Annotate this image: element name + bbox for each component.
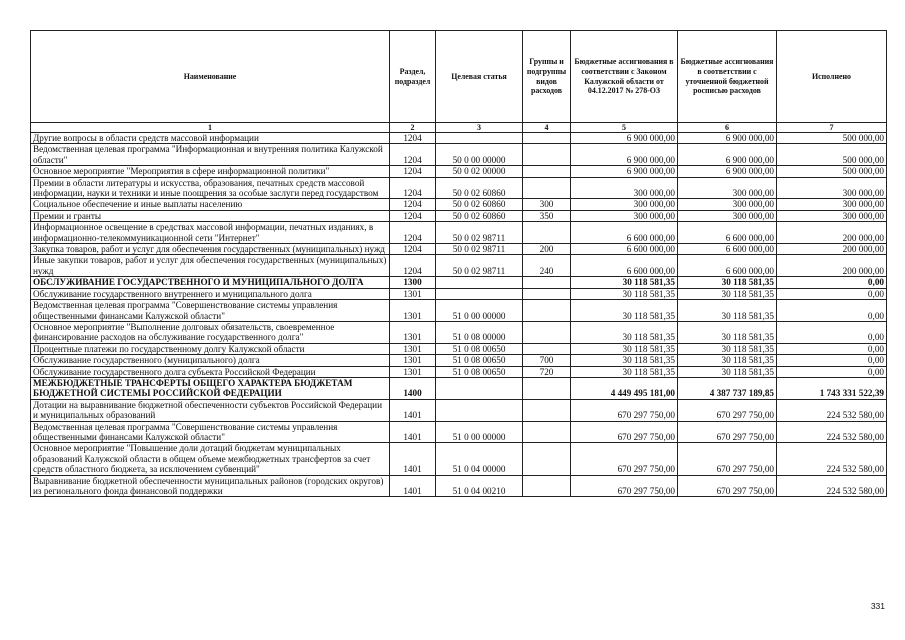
row-refined-amount: 300 000,00 [678, 210, 777, 221]
row-expense-kind: 350 [523, 210, 571, 221]
row-refined-amount: 30 118 581,35 [678, 300, 777, 322]
row-name: Социальное обеспечение и иные выплаты населению [31, 199, 390, 210]
row-name: Основное мероприятие "Повышение доли дотаций бюджетам муниципальных образований Калужской области в общем объеме межбюджетных трансфертов за счет средств областного бюджета, за исключением субвенций" [31, 443, 390, 475]
row-section: 1204 [390, 199, 436, 210]
row-section: 1401 [390, 399, 436, 421]
row-law-amount: 30 118 581,35 [571, 277, 678, 288]
row-name: Другие вопросы в области средств массовой информации [31, 133, 390, 144]
row-name: Премии и гранты [31, 210, 390, 221]
row-target-article: 51 0 04 00210 [436, 475, 523, 497]
row-target-article: 51 0 00 00000 [436, 300, 523, 322]
header-section: Раздел, подраздел [390, 31, 436, 123]
row-section: 1204 [390, 166, 436, 177]
row-executed-amount: 200 000,00 [777, 244, 887, 255]
row-executed-amount: 224 532 580,00 [777, 443, 887, 475]
column-number-row [31, 123, 887, 133]
header-row [31, 31, 887, 123]
table-row [31, 288, 887, 299]
row-expense-kind [523, 300, 571, 322]
row-law-amount: 6 600 000,00 [571, 255, 678, 277]
row-expense-kind [523, 133, 571, 144]
column-number: 2 [390, 123, 436, 133]
row-executed-amount: 0,00 [777, 288, 887, 299]
table-row [31, 366, 887, 377]
row-executed-amount: 0,00 [777, 366, 887, 377]
row-section: 1401 [390, 475, 436, 497]
row-executed-amount: 1 743 331 522,39 [777, 377, 887, 399]
row-law-amount: 6 900 000,00 [571, 133, 678, 144]
row-expense-kind [523, 166, 571, 177]
table-row [31, 475, 887, 497]
row-law-amount: 670 297 750,00 [571, 475, 678, 497]
column-number: 4 [523, 123, 571, 133]
row-executed-amount: 0,00 [777, 277, 887, 288]
row-expense-kind [523, 343, 571, 354]
row-refined-amount: 30 118 581,35 [678, 366, 777, 377]
row-target-article: 50 0 02 60860 [436, 210, 523, 221]
table-row [31, 166, 887, 177]
row-law-amount: 670 297 750,00 [571, 443, 678, 475]
row-expense-kind [523, 377, 571, 399]
row-refined-amount: 670 297 750,00 [678, 443, 777, 475]
row-target-article: 50 0 02 00000 [436, 166, 523, 177]
row-executed-amount: 0,00 [777, 300, 887, 322]
row-law-amount: 30 118 581,35 [571, 355, 678, 366]
row-section: 1301 [390, 288, 436, 299]
row-section: 1204 [390, 177, 436, 199]
row-law-amount: 300 000,00 [571, 177, 678, 199]
table-row [31, 244, 887, 255]
header-expense-groups: Группы и подгруппы видов расходов [523, 31, 571, 123]
row-section: 1204 [390, 222, 436, 244]
row-refined-amount: 30 118 581,35 [678, 288, 777, 299]
table-row [31, 343, 887, 354]
header-law-allocations: Бюджетные ассигнования в соответствии с Законом Калужской области от 04.12.2017 № 278-ОЗ [571, 31, 678, 123]
row-executed-amount: 300 000,00 [777, 177, 887, 199]
row-law-amount: 300 000,00 [571, 210, 678, 221]
row-expense-kind [523, 443, 571, 475]
row-law-amount: 30 118 581,35 [571, 321, 678, 343]
row-law-amount: 6 600 000,00 [571, 244, 678, 255]
row-name: Основное мероприятие "Мероприятия в сфере информационной политики" [31, 166, 390, 177]
row-name: Закупка товаров, работ и услуг для обеспечения государственных (муниципальных) нужд [31, 244, 390, 255]
row-refined-amount: 300 000,00 [678, 199, 777, 210]
row-law-amount: 300 000,00 [571, 199, 678, 210]
row-refined-amount: 6 600 000,00 [678, 222, 777, 244]
row-name: МЕЖБЮДЖЕТНЫЕ ТРАНСФЕРТЫ ОБЩЕГО ХАРАКТЕРА БЮДЖЕТАМ БЮДЖЕТНОЙ СИСТЕМЫ РОССИЙСКОЙ ФЕДЕРАЦИИ [31, 377, 390, 399]
row-expense-kind: 700 [523, 355, 571, 366]
row-law-amount: 670 297 750,00 [571, 399, 678, 421]
row-section: 1204 [390, 255, 436, 277]
row-refined-amount: 300 000,00 [678, 177, 777, 199]
row-executed-amount: 224 532 580,00 [777, 399, 887, 421]
row-name: Обслуживание государственного (муниципального) долга [31, 355, 390, 366]
row-target-article: 51 0 08 00000 [436, 321, 523, 343]
row-executed-amount: 224 532 580,00 [777, 421, 887, 443]
row-name: Ведомственная целевая программа "Совершенствование системы управления общественными финансами Калужской области" [31, 421, 390, 443]
row-target-article: 51 0 08 00650 [436, 355, 523, 366]
row-section: 1301 [390, 343, 436, 354]
page-number: 331 [870, 601, 885, 611]
table-row [31, 321, 887, 343]
row-executed-amount: 200 000,00 [777, 222, 887, 244]
row-section: 1301 [390, 321, 436, 343]
table-body [31, 133, 887, 497]
row-expense-kind: 200 [523, 244, 571, 255]
row-law-amount: 4 449 495 181,00 [571, 377, 678, 399]
row-expense-kind [523, 421, 571, 443]
row-law-amount: 6 900 000,00 [571, 166, 678, 177]
row-expense-kind: 720 [523, 366, 571, 377]
row-refined-amount: 6 900 000,00 [678, 144, 777, 166]
row-name: Информационное освещение в средствах массовой информации, печатных изданиях, в информационно-телекоммуникационной сети "Интернет" [31, 222, 390, 244]
table-row [31, 133, 887, 144]
row-target-article: 51 0 08 00650 [436, 343, 523, 354]
row-executed-amount: 200 000,00 [777, 255, 887, 277]
row-law-amount: 670 297 750,00 [571, 421, 678, 443]
row-target-article [436, 288, 523, 299]
row-target-article: 51 0 00 00000 [436, 421, 523, 443]
row-target-article: 50 0 02 98711 [436, 222, 523, 244]
row-target-article [436, 277, 523, 288]
row-law-amount: 6 900 000,00 [571, 144, 678, 166]
table-row [31, 277, 887, 288]
table-row [31, 177, 887, 199]
row-executed-amount: 500 000,00 [777, 166, 887, 177]
row-expense-kind [523, 222, 571, 244]
row-name: Обслуживание государственного долга субъекта Российской Федерации [31, 366, 390, 377]
row-law-amount: 30 118 581,35 [571, 343, 678, 354]
column-number: 6 [678, 123, 777, 133]
header-executed: Исполнено [777, 31, 887, 123]
row-law-amount: 6 600 000,00 [571, 222, 678, 244]
table-row [31, 255, 887, 277]
row-target-article: 50 0 00 00000 [436, 144, 523, 166]
row-target-article: 51 0 04 00000 [436, 443, 523, 475]
row-refined-amount: 6 600 000,00 [678, 255, 777, 277]
table-row [31, 210, 887, 221]
row-name: Иные закупки товаров, работ и услуг для обеспечения государственных (муниципальных) нужд [31, 255, 390, 277]
row-section: 1204 [390, 133, 436, 144]
row-refined-amount: 4 387 737 189,85 [678, 377, 777, 399]
column-number: 3 [436, 123, 523, 133]
row-name: Дотации на выравнивание бюджетной обеспеченности субъектов Российской Федерации и муниципальных образований [31, 399, 390, 421]
row-refined-amount: 670 297 750,00 [678, 421, 777, 443]
row-name: Основное мероприятие "Выполнение долговых обязательств, своевременное финансирование расходов на обслуживание государственного долга" [31, 321, 390, 343]
row-target-article: 51 0 08 00650 [436, 366, 523, 377]
row-executed-amount: 0,00 [777, 321, 887, 343]
column-number: 7 [777, 123, 887, 133]
row-name: Выравнивание бюджетной обеспеченности муниципальных районов (городских округов) из регионального фонда финансовой поддержки [31, 475, 390, 497]
column-number: 1 [31, 123, 390, 133]
row-name: Ведомственная целевая программа "Совершенствование системы управления общественными финансами Калужской области" [31, 300, 390, 322]
row-section: 1300 [390, 277, 436, 288]
row-expense-kind [523, 399, 571, 421]
row-executed-amount: 500 000,00 [777, 133, 887, 144]
row-refined-amount: 6 900 000,00 [678, 166, 777, 177]
row-executed-amount: 0,00 [777, 343, 887, 354]
row-target-article: 50 0 02 98711 [436, 255, 523, 277]
row-target-article [436, 399, 523, 421]
budget-table [30, 30, 887, 497]
row-name: Процентные платежи по государственному долгу Калужской области [31, 343, 390, 354]
row-section: 1204 [390, 210, 436, 221]
row-expense-kind [523, 475, 571, 497]
row-executed-amount: 0,00 [777, 355, 887, 366]
row-refined-amount: 30 118 581,35 [678, 321, 777, 343]
table-row [31, 355, 887, 366]
row-name: ОБСЛУЖИВАНИЕ ГОСУДАРСТВЕННОГО И МУНИЦИПАЛЬНОГО ДОЛГА [31, 277, 390, 288]
table-row [31, 300, 887, 322]
row-law-amount: 30 118 581,35 [571, 366, 678, 377]
row-target-article: 50 0 02 98711 [436, 244, 523, 255]
row-refined-amount: 6 900 000,00 [678, 133, 777, 144]
header-refined-allocations: Бюджетные ассигнования в соответствии с уточненной бюджетной росписью расходов [678, 31, 777, 123]
row-refined-amount: 30 118 581,35 [678, 343, 777, 354]
row-executed-amount: 300 000,00 [777, 210, 887, 221]
row-target-article: 50 0 02 60860 [436, 177, 523, 199]
table-row [31, 222, 887, 244]
row-expense-kind [523, 177, 571, 199]
table-row [31, 421, 887, 443]
row-expense-kind: 300 [523, 199, 571, 210]
table-row [31, 199, 887, 210]
row-section: 1301 [390, 300, 436, 322]
row-refined-amount: 6 600 000,00 [678, 244, 777, 255]
row-section: 1401 [390, 443, 436, 475]
row-target-article [436, 377, 523, 399]
header-target-article: Целевая статья [436, 31, 523, 123]
row-executed-amount: 500 000,00 [777, 144, 887, 166]
row-refined-amount: 30 118 581,35 [678, 277, 777, 288]
row-section: 1204 [390, 244, 436, 255]
row-name: Обслуживание государственного внутреннего и муниципального долга [31, 288, 390, 299]
row-name: Премии в области литературы и искусства, образования, печатных средств массовой информации, науки и техники и иные поощрения за особые заслуги перед государством [31, 177, 390, 199]
row-section: 1401 [390, 421, 436, 443]
row-executed-amount: 300 000,00 [777, 199, 887, 210]
table-row [31, 443, 887, 475]
row-section: 1400 [390, 377, 436, 399]
row-refined-amount: 670 297 750,00 [678, 399, 777, 421]
row-section: 1204 [390, 144, 436, 166]
row-law-amount: 30 118 581,35 [571, 288, 678, 299]
row-refined-amount: 30 118 581,35 [678, 355, 777, 366]
header-name: Наименование [31, 31, 390, 123]
row-target-article: 50 0 02 60860 [436, 199, 523, 210]
row-expense-kind [523, 321, 571, 343]
row-expense-kind [523, 144, 571, 166]
row-section: 1301 [390, 355, 436, 366]
row-target-article [436, 133, 523, 144]
table-row [31, 377, 887, 399]
row-executed-amount: 224 532 580,00 [777, 475, 887, 497]
row-expense-kind [523, 277, 571, 288]
row-refined-amount: 670 297 750,00 [678, 475, 777, 497]
row-name: Ведомственная целевая программа "Информационная и внутренняя политика Калужской области" [31, 144, 390, 166]
row-expense-kind [523, 288, 571, 299]
row-section: 1301 [390, 366, 436, 377]
row-expense-kind: 240 [523, 255, 571, 277]
table-row [31, 144, 887, 166]
row-law-amount: 30 118 581,35 [571, 300, 678, 322]
table-row [31, 399, 887, 421]
column-number: 5 [571, 123, 678, 133]
